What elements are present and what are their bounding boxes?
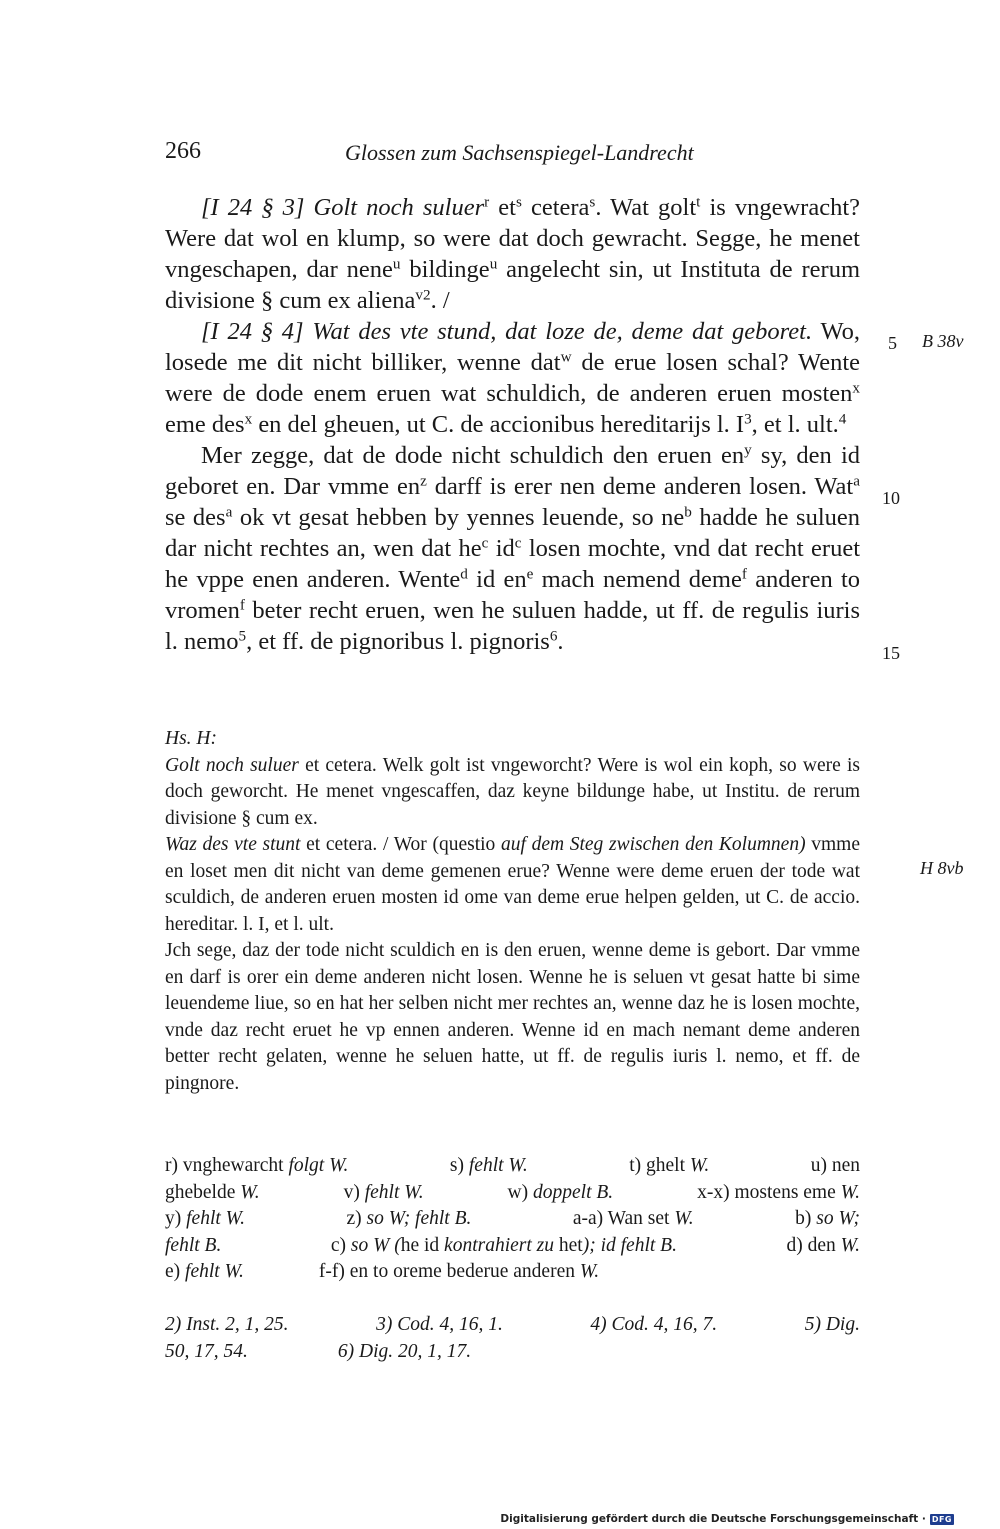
section-ref: [I 24 § 3] (201, 194, 305, 221)
running-title: Glossen zum Sachsenspiegel-Landrecht (345, 140, 694, 165)
reference-line: 2) Inst. 2, 1, 25. 3) Cod. 4, 16, 1. 4) Cod. 4, 16, 7. 5) Dig. (165, 1314, 860, 1335)
folio-ref-b38v: B 38v (922, 331, 964, 351)
hs-heading: Hs. H: (165, 728, 217, 749)
page-number: 266 (165, 138, 201, 164)
apparatus-line: fehlt B. c) so W (he id kontrahiert zu het); id fehlt B. d) den W. (165, 1234, 860, 1256)
hs-paragraph-3: Jch sege, daz der tode nicht sculdich en is den eruen, wenne deme is gebort. Dar vmme en darf is orer ein deme anderen nicht losen. Wenne he is seluen vt gesat hatte bi sime leuendeme liue, so en hat her selben nicht mer rechtes an, wenne daz he is losen mochte, vnde daz recht eruet he vp ennen anderen. Wenne id en mach nemant deme anderen better recht gelaten, wenne he seluen hatte, ut ff. de regulis iuris l. nemo, et ff. de pingnore. (165, 940, 860, 1094)
paragraph-i-24-3: [I 24 § 3] Golt noch suluer$^r$ $et^s$ cetera$^s$. Wat golt$^t$ is vngewracht? Were dat wol en klump, so were dat doch gewracht. Segge, he menet vngeschapen, dar nene$^u$ bildinge$^u$ angelecht sin, ut Instituta de rerum divisione § cum ex aliena$^{v2}$. / (165, 193, 861, 314)
hs-paragraph-1: Golt noch suluer et cetera. Welk golt ist vngeworcht? Were is wol ein koph, so were is doch geworcht. He menet vngescaffen, daz keyne bildunge habe, ut Institu. de rerum divisione § cum ex. (165, 754, 861, 829)
paragraph-i-24-4: [I 24 § 4] Wat des vte stund, dat loze de, deme dat geboret. Wo, losede me dit nicht billiker, wenne dat$^w$ de erue losen schal? Wente were de dode enem eruen wat schuldich, de anderen eruen mosten$^x$ eme des$^x$ en del gheuen, ut C. de accionibus hereditarijs l. $I^3$, et l. ult.$^4$ (165, 318, 861, 438)
main-text (165, 192, 860, 657)
reference-line: 50, 17, 54. 6) Dig. 20, 1, 17. (165, 1340, 472, 1362)
dfg-logo: DFG (931, 1514, 952, 1524)
apparatus-line: y) fehlt W. z) so W; fehlt B. a-a) Wan set W. b) so W; (165, 1208, 860, 1229)
apparatus-line: ghebelde W. v) fehlt W. w) doppelt B. x-x) mostens eme W. (165, 1181, 860, 1203)
apparatus-line: e) fehlt W. f-f) en to oreme bederue anderen W. (165, 1261, 600, 1282)
line-number-15: 15 (882, 643, 900, 663)
lemma: Wat des vte stund, dat loze de, deme dat geboret. (312, 318, 813, 345)
manuscript-h-text (165, 726, 860, 1097)
page-header (165, 138, 860, 168)
line-number-10: 10 (882, 488, 900, 508)
hs-paragraph-2: Waz des vte stunt et cetera. / Wor (questio auf dem Steg zwischen den Kolumnen) vmme en loset men dit nicht van deme gemenen erue? Wenne were deme eruen der tode wat sculdich, de anderen eruen mosten id ome van deme erue helpen gelden, ut C. de accio. hereditar. l. I, et l. ult. (165, 834, 860, 935)
digitization-credit: Digitalisierung gefördert durch die Deutsche Forschungsgemeinschaft · DFG (500, 1513, 952, 1525)
line-number-5: 5 (888, 333, 897, 353)
apparatus-line: r) vnghewarcht folgt W. s) fehlt W. t) ghelt W. u) nen (165, 1155, 860, 1176)
paragraph-mer-zegge: Mer zegge, dat de dode nicht schuldich den eruen $en^y$ sy, den id geboret en. Dar vmme $en^z$ darff is erer nen deme anderen losen. Wat$^a$ se des$^a$ ok vt gesat hebben by yennes leuende, so $ne^b$ hadde he suluen dar nicht rechtes an, wen dat $he^c$ $id^c$ losen mochte, vnd dat recht eruet he vppe enen anderen. Wente$^d$ id $en^e$ mach nemend deme$^f$ anderen to vromen$^f$ beter recht eruen, wen he suluen hadde, ut ff. de regulis iuris l. nemo$^5$, et ff. de pignoribus l. pignoris$^6$. (165, 441, 861, 655)
lemma: Golt noch suluer (313, 194, 485, 221)
source-references (165, 1312, 860, 1365)
folio-ref-h8vb: H 8vb (920, 858, 964, 878)
critical-apparatus (165, 1153, 860, 1286)
section-ref: [I 24 § 4] (201, 318, 304, 345)
